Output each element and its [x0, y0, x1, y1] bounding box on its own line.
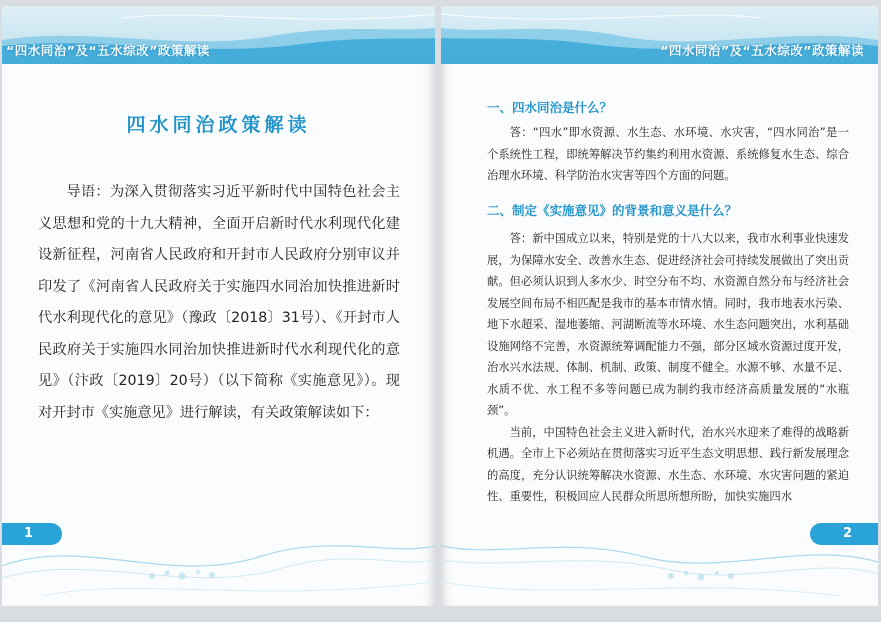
- footer-wave-decoration: [2, 516, 435, 606]
- running-header: “四水同治”及“五水综改”政策解读: [660, 43, 864, 58]
- answer-1: [487, 122, 849, 187]
- right-page: [441, 6, 878, 606]
- intro-text-block: [38, 177, 400, 429]
- page-number-tab: 2: [810, 523, 878, 545]
- intro-paragraph: 导语：为深入贯彻落实习近平新时代中国特色社会主义思想和党的十九大精神，全面开启新时代水利现代化建设新征程，河南省人民政府和开封市人民政府分别审议并印发了《河南省人民政府关于实施四水同治加快推进新时代水利现代化的意见》（豫政〔2018〕31号）、《开封市人民政府关于实施四水同治加快推进新时代水利现代化的意见》（汴政〔2019〕20号）（以下简称《实施意见》）。现对开封市《实施意见》进行解读，有关政策解读如下：: [38, 184, 400, 421]
- answer-2-paragraph-2: 当前，中国特色社会主义进入新时代，治水兴水迎来了难得的战略新机遇。全市上下必须站在贯彻落实习近平生态文明思想、践行新发展理念的高度，充分认识统筹解决水资源、水生态、水环境、水灾害问题的紧迫性、重要性，积极回应人民群众所思所想所盼，加快实施四水: [487, 425, 849, 503]
- answer-2: [487, 228, 849, 508]
- document-title: 四水同治政策解读: [126, 114, 311, 136]
- header-band: [441, 6, 878, 64]
- section-heading-1: 一、四水同治是什么？: [487, 100, 613, 115]
- running-header: “四水同治”及“五水综改”政策解读: [6, 43, 210, 58]
- page-number-tab: 1: [2, 523, 62, 545]
- left-page: [2, 6, 435, 606]
- section-heading-2: 二、制定《实施意见》的背景和意义是什么？: [487, 203, 738, 218]
- header-band: [2, 6, 435, 64]
- answer-1-paragraph: 答：“四水”即水资源、水生态、水环境、水灾害，“四水同治”是一个系统性工程，即统筹解决节约集约利用水资源、系统修复水生态、综合治理水环境、科学防治水灾害等四个方面的问题。: [487, 126, 849, 182]
- answer-2-paragraph-1: 答：新中国成立以来，特别是党的十八大以来，我市水利事业快速发展，为保障水安全、改善水生态、促进经济社会可持续发展做出了突出贡献。但必须认识到人多水少、时空分布不均、水资源自然分布与经济社会发展空间布局不相匹配是我市的基本市情水情。同时，我市地表水污染、地下水超采、湿地萎缩、河湖断流等水环境、水生态问题突出，水利基础设施网络不完善，水资源统筹调配能力不强，部分区域水资源过度开发，治水兴水法规、体制、机制、政策、制度不健全。水源不够、水量不足、水质不优、水工程不多等问题已成为制约我市经济高质量发展的“水瓶颈”。: [487, 232, 849, 417]
